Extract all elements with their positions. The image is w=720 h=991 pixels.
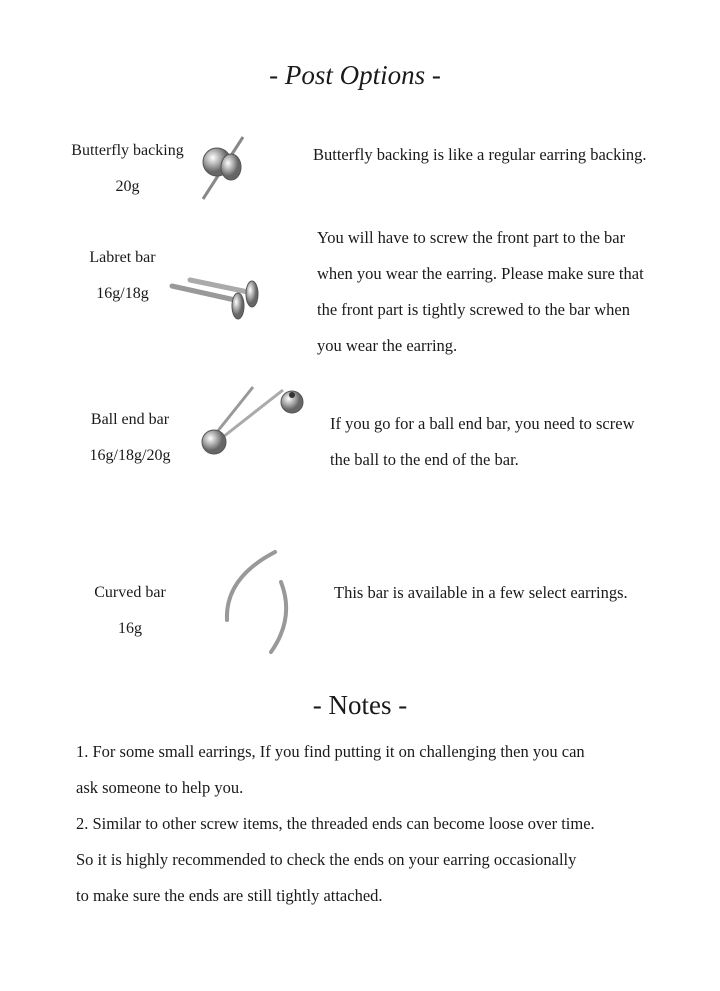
- option-name: Curved bar: [94, 584, 166, 601]
- option-gauge: 16g/18g: [96, 285, 149, 302]
- option-labret-label: [75, 240, 170, 312]
- description-line: the ball to the end of the bar.: [330, 450, 519, 469]
- option-name: Ball end bar: [90, 411, 170, 428]
- butterfly-backing-image: [195, 135, 255, 205]
- labret-bar-image: [170, 278, 265, 323]
- curved-bar-image: [215, 548, 295, 658]
- description-line: Butterfly backing is like a regular earring backing.: [313, 145, 647, 164]
- option-name: Butterfly backing: [71, 142, 184, 159]
- option-ball-end-label: [75, 402, 185, 474]
- note-line: 1. For some small earrings, If you find putting it on challenging then you can: [76, 742, 585, 761]
- option-labret-description: [317, 220, 644, 364]
- option-gauge: 20g: [115, 178, 140, 195]
- description-line: You will have to screw the front part to the bar: [317, 228, 626, 247]
- option-curved-label: [80, 575, 180, 647]
- notes-list: [76, 734, 595, 914]
- option-curved-description: [334, 575, 628, 611]
- option-butterfly-description: [313, 137, 647, 173]
- note-line: 2. Similar to other screw items, the threaded ends can become loose over time.: [76, 814, 595, 833]
- note-line: to make sure the ends are still tightly attached.: [76, 886, 383, 905]
- description-line: when you wear the earring. Please make sure that: [317, 264, 644, 283]
- notes-title: - Notes -: [312, 690, 408, 720]
- note-line: So it is highly recommended to check the ends on your earring occasionally: [76, 850, 577, 869]
- note-line: ask someone to help you.: [76, 778, 244, 797]
- option-ball-end-description: [330, 406, 635, 478]
- option-gauge: 16g/18g/20g: [89, 447, 171, 464]
- page-title: - Post Options -: [269, 60, 441, 90]
- option-name: Labret bar: [89, 249, 156, 266]
- description-line: This bar is available in a few select earrings.: [334, 583, 628, 602]
- ball-end-bar-image: [198, 382, 310, 462]
- description-line: If you go for a ball end bar, you need to screw: [330, 414, 635, 433]
- option-butterfly-label: [60, 133, 195, 205]
- description-line: the front part is tightly screwed to the bar when: [317, 300, 630, 319]
- option-gauge: 16g: [118, 620, 142, 637]
- description-line: you wear the earring.: [317, 336, 458, 355]
